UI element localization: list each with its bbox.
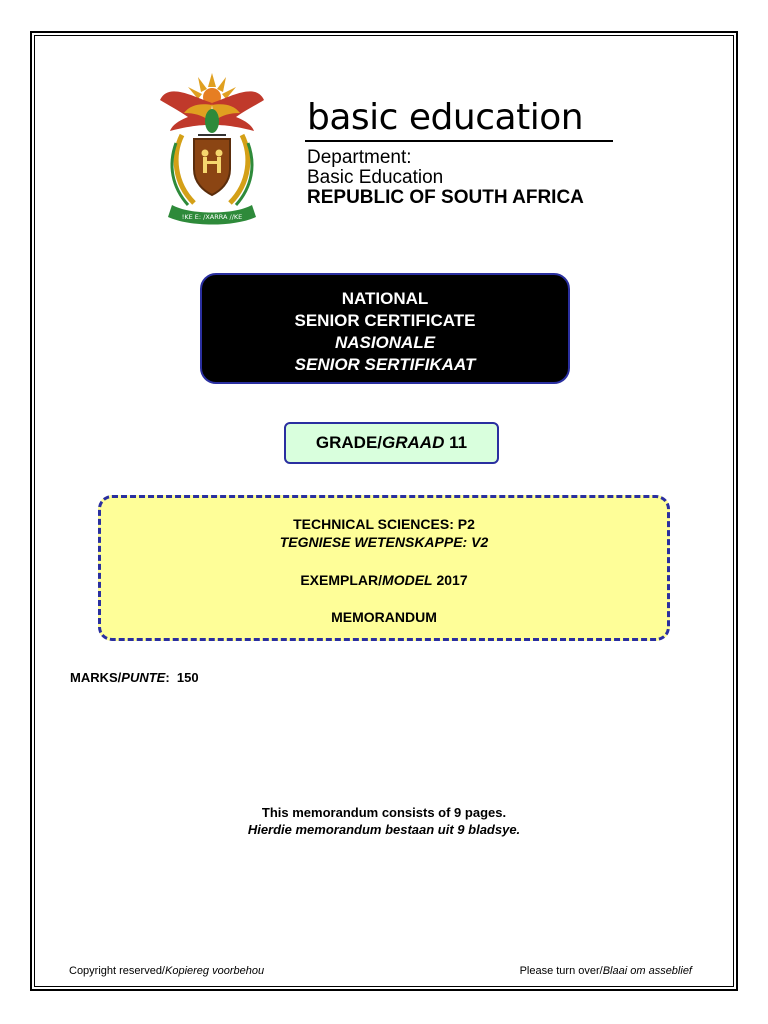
country-name: REPUBLIC OF SOUTH AFRICA bbox=[307, 187, 584, 208]
certificate-line-4: SENIOR SERTIFIKAAT bbox=[294, 355, 476, 374]
copyright-label-af: Kopiereg voorbehou bbox=[165, 965, 265, 977]
coat-of-arms-icon bbox=[150, 65, 275, 230]
turn-over-label-af: Blaai om asseblief bbox=[602, 965, 692, 977]
page-count-en: This memorandum consists of 9 pages. bbox=[261, 805, 507, 820]
copyright-notice bbox=[69, 965, 264, 977]
marks-label: MARKS/ bbox=[70, 670, 122, 685]
certificate-line-1: NATIONAL bbox=[341, 289, 429, 308]
exemplar-label-af: MODEL bbox=[382, 572, 433, 588]
turn-over-notice bbox=[520, 965, 692, 977]
exemplar-label: EXEMPLAR/ bbox=[300, 572, 383, 588]
brand-divider bbox=[305, 140, 613, 142]
marks-line: MARKS/PUNTE: 150 bbox=[70, 670, 199, 685]
document-type: MEMORANDUM bbox=[331, 609, 437, 625]
certificate-line-2: SENIOR CERTIFICATE bbox=[294, 311, 476, 330]
exemplar-line bbox=[101, 572, 667, 588]
exemplar-year: 2017 bbox=[436, 572, 468, 588]
brand-title: basic education bbox=[307, 97, 584, 138]
grade-number: 11 bbox=[449, 433, 468, 452]
certificate-line-3: NASIONALE bbox=[334, 333, 436, 352]
department-name: Basic Education bbox=[307, 167, 444, 188]
certificate-banner bbox=[200, 273, 570, 384]
marks-value: 150 bbox=[176, 670, 199, 685]
grade-label: GRADE/ bbox=[315, 433, 383, 452]
turn-over-label: Please turn over/ bbox=[519, 965, 603, 977]
marks-label-af: PUNTE bbox=[121, 670, 166, 685]
grade-badge bbox=[284, 422, 499, 464]
grade-label-af: GRAAD bbox=[382, 433, 445, 452]
subject-title-af: TEGNIESE WETENSKAPPE: V2 bbox=[279, 534, 489, 550]
crest-motto: !KE E: /XARRA //KE bbox=[181, 213, 243, 221]
subject-panel bbox=[98, 495, 670, 641]
department-label: Department: bbox=[307, 147, 412, 168]
subject-title: TECHNICAL SCIENCES: P2 bbox=[293, 516, 475, 532]
page-count-af: Hierdie memorandum bestaan uit 9 bladsye. bbox=[247, 822, 521, 837]
copyright-label: Copyright reserved/ bbox=[69, 965, 165, 977]
